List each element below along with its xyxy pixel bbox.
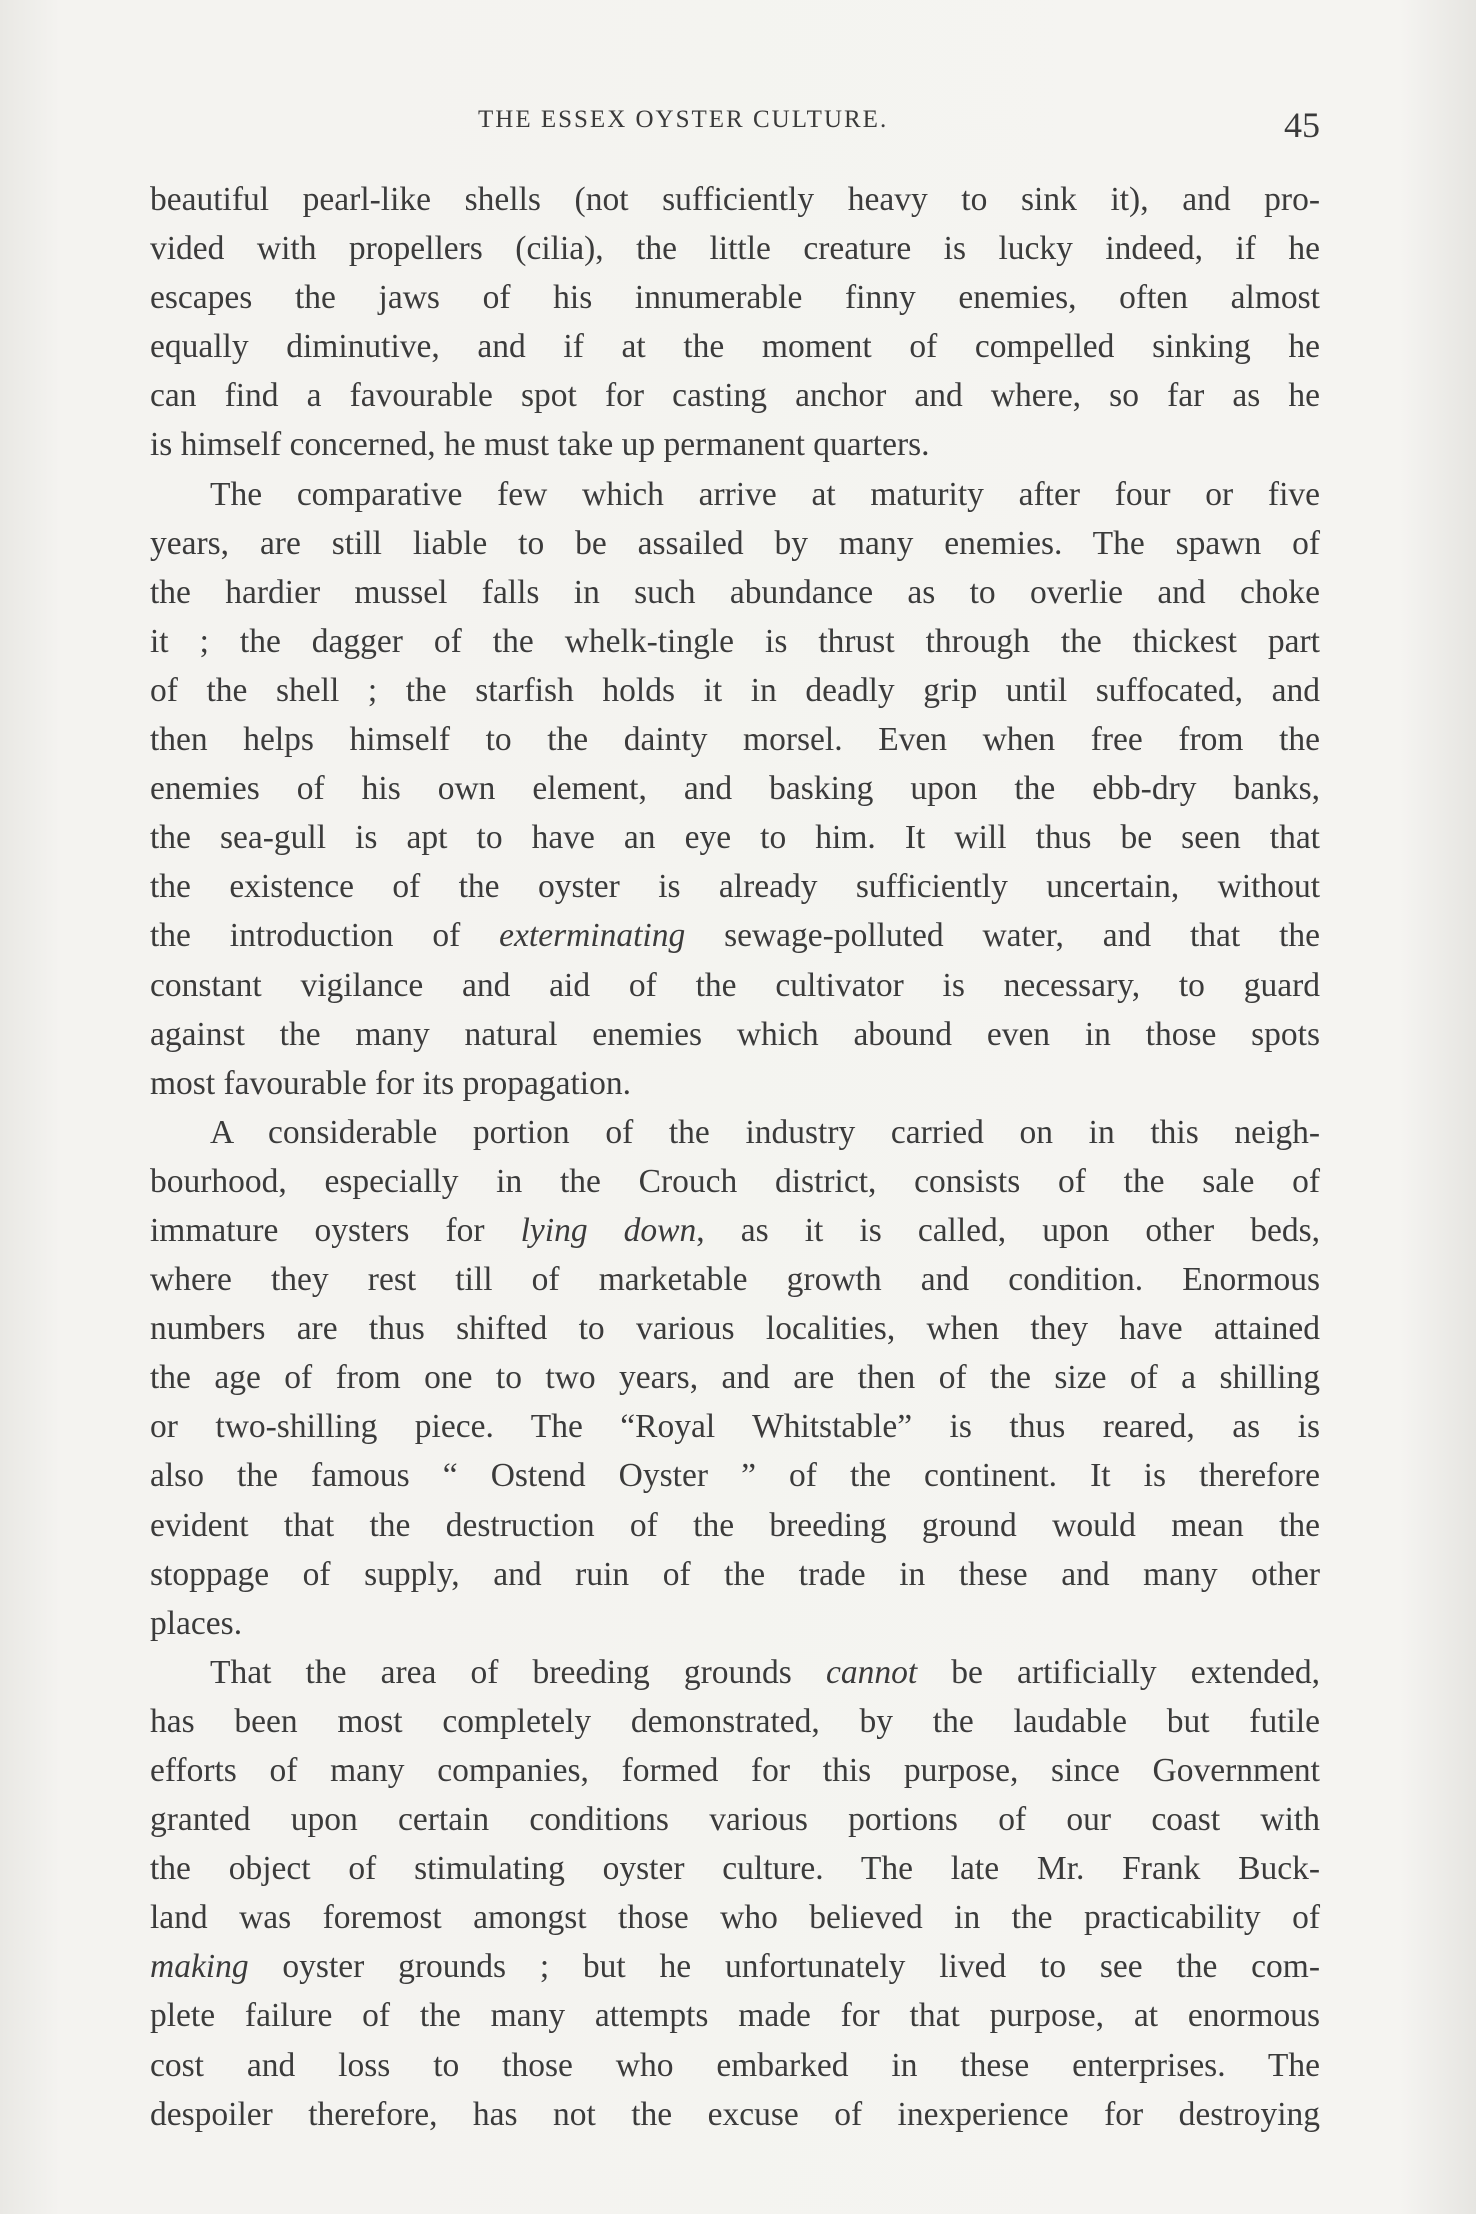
text-line: The comparative few which arrive at maturity after four or five (210, 475, 1320, 513)
text-line: plete failure of the many attempts made for that purpose, at enormous (150, 1997, 1320, 2035)
text-line-italic-cannot: That the area of breeding grounds cannot be artificially extended, (210, 1653, 1320, 1691)
text-line: land was foremost amongst those who believed in the practicability of (150, 1899, 1320, 1937)
text-line: beautiful pearl-like shells (not sufficiently heavy to sink it), and pro- (150, 181, 1320, 218)
text-line: stoppage of supply, and ruin of the trade in these and many other (150, 1555, 1320, 1593)
text-line: escapes the jaws of his innumerable finny enemies, often almost (150, 279, 1320, 317)
text-line: numbers are thus shifted to various localities, when they have attained (150, 1310, 1320, 1348)
text-line: the age of from one to two years, and are then of the size of a shilling (150, 1359, 1320, 1397)
text-line: is himself concerned, he must take up permanent quarters. (150, 426, 930, 464)
emphasis-text: making (150, 1948, 249, 1986)
text-line: cost and loss to those who embarked in these enterprises. The (150, 2046, 1320, 2084)
text-line: granted upon certain conditions various portions of our coast with (150, 1801, 1320, 1839)
emphasis-text: cannot (825, 1653, 918, 1691)
text-line: places. (150, 1604, 243, 1642)
text-line: vided with propellers (cilia), the little creature is lucky indeed, if he (150, 230, 1320, 268)
text-line: where they rest till of marketable growth and condition. Enormous (150, 1261, 1320, 1299)
text-line: efforts of many companies, formed for this purpose, since Government (150, 1752, 1320, 1789)
text-line: then helps himself to the dainty morsel. Even when free from the (150, 721, 1320, 759)
text-line: despoiler therefore, has not the excuse of inexperience for destroying (150, 2095, 1320, 2133)
text-line: has been most completely demonstrated, by the laudable but futile (150, 1702, 1320, 1740)
text-line: bourhood, especially in the Crouch district, consists of the sale of (150, 1162, 1320, 1200)
text-line: most favourable for its propagation. (150, 1064, 631, 1102)
emphasis-text: exterminating (499, 917, 686, 955)
page-header (150, 106, 1320, 146)
text-line: equally diminutive, and if at the moment of compelled sinking he (150, 328, 1320, 366)
emphasis-text: lying down (520, 1211, 697, 1249)
page-number: 45 (1284, 105, 1320, 145)
paragraph-2 (150, 470, 1320, 1108)
running-title: THE ESSEX OYSTER CULTURE. (478, 106, 889, 133)
paragraph-3 (150, 1108, 1320, 1648)
text-line: against the many natural enemies which abound even in those spots (150, 1015, 1320, 1053)
text-line: constant vigilance and aid of the cultivator is necessary, to guard (150, 966, 1320, 1004)
text-line: can find a favourable spot for casting anchor and where, so far as he (150, 377, 1320, 415)
text-line: A considerable portion of the industry carried on in this neigh- (210, 1113, 1320, 1151)
text-line: it ; the dagger of the whelk-tingle is thrust through the thickest part (150, 622, 1320, 660)
text-line: the hardier mussel falls in such abundance as to overlie and choke (150, 573, 1320, 611)
text-line: enemies of his own element, and basking upon the ebb-dry banks, (150, 770, 1320, 808)
text-line: years, are still liable to be assailed by many enemies. The spawn of (150, 524, 1320, 562)
body-text (150, 175, 1320, 2139)
text-line: or two-shilling piece. The “Royal Whitstable” is thus reared, as is (150, 1408, 1320, 1446)
text-line: the sea-gull is apt to have an eye to him. It will thus be seen that (150, 819, 1320, 857)
text-line: the existence of the oyster is already sufficiently uncertain, without (150, 868, 1320, 906)
text-line: also the famous “ Ostend Oyster ” of the continent. It is therefore (150, 1457, 1320, 1495)
text-line-italic-exterminating: the introduction of exterminating sewage-polluted water, and that the (150, 917, 1320, 955)
paragraph-1 (150, 175, 1320, 470)
text-line: of the shell ; the starfish holds it in deadly grip until suffocated, and (150, 671, 1320, 709)
text-line: the object of stimulating oyster culture. The late Mr. Frank Buck- (150, 1850, 1320, 1888)
paragraph-4 (150, 1648, 1320, 2139)
text-line-italic-making: making oyster grounds ; but he unfortunately lived to see the com- (150, 1948, 1320, 1986)
text-line-italic-lying-down: immature oysters for lying down, as it is called, upon other beds, (150, 1211, 1321, 1249)
text-line: evident that the destruction of the breeding ground would mean the (150, 1506, 1320, 1544)
